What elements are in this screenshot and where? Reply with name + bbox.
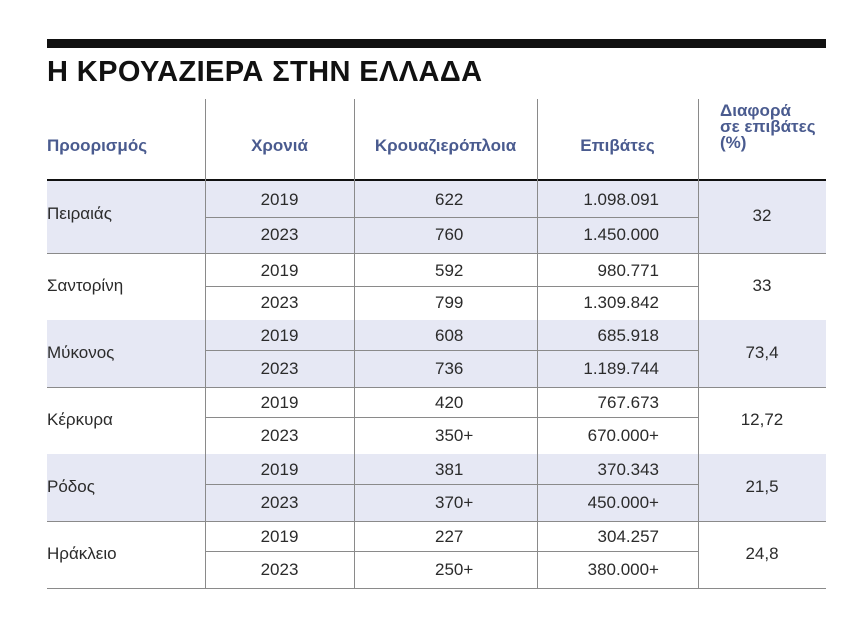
header-rule (47, 179, 826, 181)
header-difference-line2: σε επιβάτες (720, 117, 816, 136)
passengers-cell: 1.450.000 (583, 225, 659, 244)
header-passengers: Επιβάτες (580, 136, 655, 155)
header-ships: Κρουαζιερόπλοια (374, 136, 517, 155)
header-difference (720, 103, 816, 151)
passengers-cell: 685.918 (597, 326, 659, 345)
difference-cell: 73,4 (745, 343, 779, 362)
group-divider (47, 253, 826, 254)
header-difference-line1: Διαφορά (720, 101, 791, 120)
passengers-cell: 670.000+ (587, 426, 659, 445)
column-divider (354, 99, 355, 588)
ships-cell: 381 (435, 460, 464, 479)
inner-row-divider (205, 417, 698, 418)
year-cell: 2019 (260, 190, 299, 209)
year-cell: 2023 (260, 293, 299, 312)
passengers-cell: 380.000+ (587, 560, 659, 579)
group-divider (47, 588, 826, 589)
destination-cell: Ηράκλειο (47, 544, 117, 563)
passengers-cell: 1.189.744 (583, 359, 659, 378)
year-cell: 2023 (260, 493, 299, 512)
ships-cell: 227 (435, 527, 464, 546)
inner-row-divider (205, 551, 698, 552)
passengers-cell: 1.309.842 (583, 293, 659, 312)
inner-row-divider (205, 286, 698, 287)
passengers-cell: 1.098.091 (583, 190, 659, 209)
year-cell: 2023 (260, 426, 299, 445)
header-difference-line3: (%) (720, 133, 747, 152)
ships-cell: 622 (435, 190, 464, 209)
year-cell: 2019 (260, 393, 299, 412)
difference-cell: 21,5 (745, 477, 779, 496)
difference-cell: 24,8 (745, 544, 779, 563)
inner-row-divider (205, 350, 698, 351)
top-rule (47, 39, 826, 48)
ships-cell: 350+ (435, 426, 474, 445)
inner-row-divider (205, 217, 698, 218)
ships-cell: 250+ (435, 560, 474, 579)
year-cell: 2023 (260, 560, 299, 579)
header-destination: Προορισμός (47, 136, 148, 155)
group-divider (47, 387, 826, 388)
ships-cell: 736 (435, 359, 464, 378)
destination-cell: Σαντορίνη (47, 276, 124, 295)
ships-cell: 370+ (435, 493, 474, 512)
passengers-cell: 767.673 (597, 393, 659, 412)
column-divider (537, 99, 538, 588)
destination-cell: Ρόδος (47, 477, 95, 496)
page-title: Η ΚΡΟΥΑΖΙΕΡΑ ΣΤΗΝ ΕΛΛΑΔΑ (47, 56, 483, 88)
group-divider (47, 521, 826, 522)
passengers-cell: 370.343 (597, 460, 659, 479)
ships-cell: 592 (435, 261, 464, 280)
ships-cell: 608 (435, 326, 464, 345)
year-cell: 2023 (260, 359, 299, 378)
inner-row-divider (205, 484, 698, 485)
ships-cell: 420 (435, 393, 464, 412)
column-divider (205, 99, 206, 588)
year-cell: 2019 (260, 261, 299, 280)
year-cell: 2019 (260, 326, 299, 345)
destination-cell: Πειραιάς (47, 204, 112, 223)
destination-cell: Μύκονος (47, 343, 115, 362)
ships-cell: 760 (435, 225, 464, 244)
year-cell: 2019 (260, 527, 299, 546)
year-cell: 2019 (260, 460, 299, 479)
difference-cell: 33 (752, 276, 772, 295)
destination-cell: Κέρκυρα (47, 410, 113, 429)
difference-cell: 12,72 (740, 410, 784, 429)
difference-cell: 32 (752, 206, 772, 225)
ships-cell: 799 (435, 293, 464, 312)
column-divider (698, 99, 699, 588)
header-year: Χρονιά (251, 136, 308, 155)
passengers-cell: 304.257 (597, 527, 659, 546)
passengers-cell: 980.771 (597, 261, 659, 280)
year-cell: 2023 (260, 225, 299, 244)
passengers-cell: 450.000+ (587, 493, 659, 512)
